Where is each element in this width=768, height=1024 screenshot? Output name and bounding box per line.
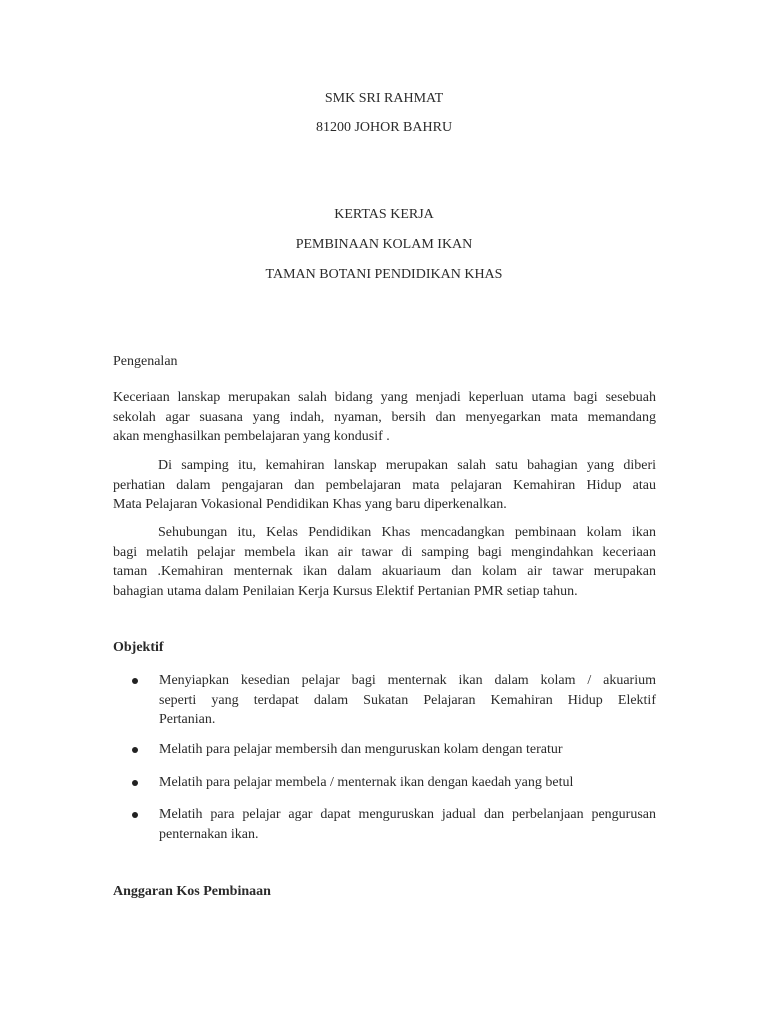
bullet-icon xyxy=(132,780,138,786)
paragraph-line: Di samping itu, kemahiran lanskap merupakan salah satu bahagian yang diberi xyxy=(158,458,656,473)
objective-line: Melatih para pelajar membela / menternak ikan dengan kaedah yang betul xyxy=(159,775,574,790)
objective-text xyxy=(159,740,656,760)
objective-line: Melatih para pelajar membersih dan menguruskan kolam dengan teratur xyxy=(159,742,563,757)
intro-paragraph-1 xyxy=(113,388,656,447)
bullet-icon xyxy=(132,747,138,753)
paragraph-line: taman .Kemahiran menternak ikan dalam akuariaum dan kolam air tawar merupakan xyxy=(113,564,656,579)
objective-line: seperti yang terdapat dalam Sukatan Pelajaran Kemahiran Hidup Elektif xyxy=(159,692,656,708)
objective-line: penternakan ikan. xyxy=(159,826,259,842)
objective-text xyxy=(159,805,656,844)
paragraph-line: perhatian dalam pengajaran dan pembelajaran mata pelajaran Kemahiran Hidup atau xyxy=(113,477,656,493)
paragraph-line: sekolah agar suasana yang indah, nyaman, bersih dan menyegarkan mata memandang xyxy=(113,409,656,425)
doc-title-line3: TAMAN BOTANI PENDIDIKAN KHAS xyxy=(265,267,503,282)
bullet-icon xyxy=(132,678,138,684)
paragraph-line: Keceriaan lanskap merupakan salah bidang yang menjadi keperluan utama bagi sesebuah xyxy=(113,390,656,405)
intro-heading: Pengenalan xyxy=(113,354,178,369)
bullet-icon xyxy=(132,812,138,818)
objective-line: Pertanian. xyxy=(159,712,216,727)
doc-title-line2: PEMBINAAN KOLAM IKAN xyxy=(295,237,473,252)
paragraph-line: Mata Pelajaran Vokasional Pendidikan Khas yang baru diperkenalkan. xyxy=(113,497,507,512)
objective-line: Melatih para pelajar agar dapat menguruskan jadual dan perbelanjaan pengurusan xyxy=(159,807,656,822)
school-address: 81200 JOHOR BAHRU xyxy=(315,120,453,135)
intro-paragraph-3 xyxy=(113,523,656,601)
doc-title-line1: KERTAS KERJA xyxy=(334,207,434,222)
objectives-heading: Objektif xyxy=(113,640,164,655)
budget-heading: Anggaran Kos Pembinaan xyxy=(113,884,271,899)
objective-text xyxy=(159,773,656,793)
paragraph-line: Sehubungan itu, Kelas Pendidikan Khas mencadangkan pembinaan kolam ikan xyxy=(158,525,656,540)
objective-item xyxy=(113,805,656,845)
objective-item xyxy=(113,740,656,760)
paragraph-line: akan menghasilkan pembelajaran yang kondusif . xyxy=(113,429,390,444)
objective-text xyxy=(159,671,656,730)
paragraph-line: bahagian utama dalam Penilaian Kerja Kursus Elektif Pertanian PMR setiap tahun. xyxy=(113,583,578,599)
paragraph-line: bagi melatih pelajar membela ikan air tawar di samping bagi mengindahkan keceriaan xyxy=(113,544,656,560)
objective-line: Menyiapkan kesedian pelajar bagi menternak ikan dalam kolam / akuarium xyxy=(159,673,656,688)
school-name: SMK SRI RAHMAT xyxy=(324,91,444,106)
intro-paragraph-2 xyxy=(113,456,656,515)
objective-item xyxy=(113,671,656,731)
objective-item xyxy=(113,773,656,793)
